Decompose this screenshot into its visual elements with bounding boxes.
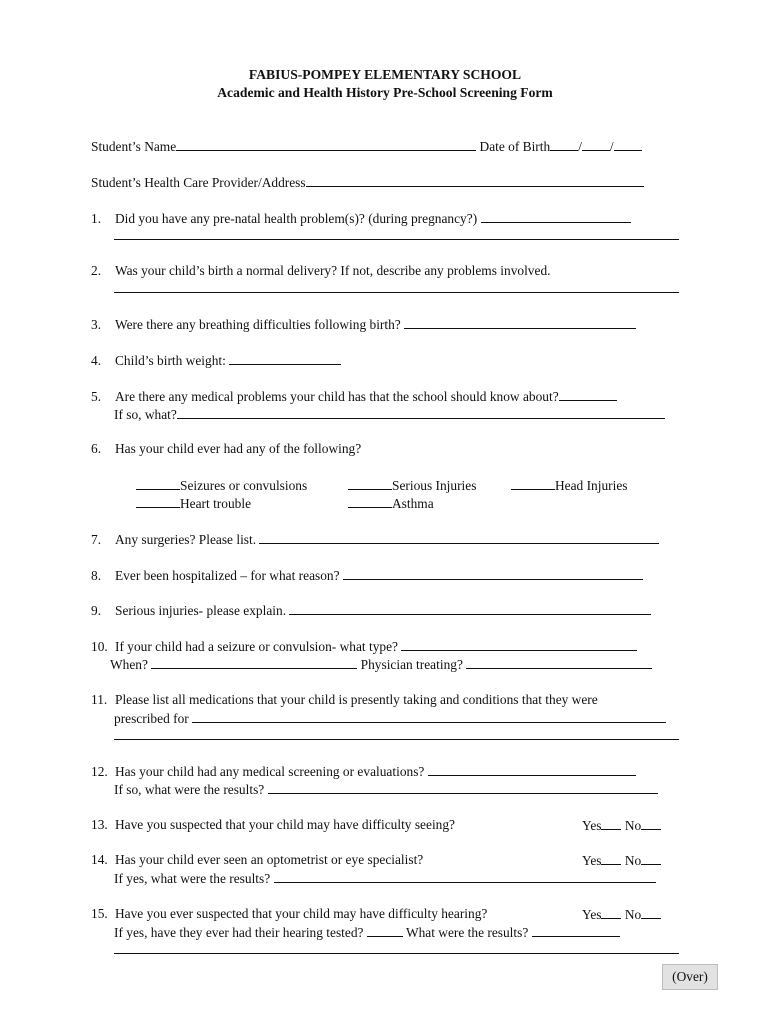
yes-label: Yes [582, 853, 602, 868]
form-header [0, 66, 770, 102]
condition-blank[interactable] [348, 476, 392, 490]
condition-serious-injuries [348, 476, 476, 495]
question-number: 12. [91, 764, 108, 779]
dob-day-field[interactable] [582, 137, 610, 151]
when-field[interactable] [151, 655, 357, 669]
answer-field[interactable] [343, 566, 643, 580]
question-11 [91, 691, 598, 709]
answer-field[interactable] [404, 315, 636, 329]
question-subtext: If yes, what were the results? [114, 871, 271, 886]
question-number: 15. [91, 906, 108, 921]
question-11-sub [114, 709, 666, 728]
question-number: 13. [91, 817, 108, 832]
question-12 [91, 762, 636, 781]
answer-line[interactable] [114, 953, 679, 954]
question-subtext: If yes, have they ever had their hearing tested? [114, 925, 364, 940]
question-13-yes-no [582, 816, 661, 835]
birth-weight-field[interactable] [229, 351, 341, 365]
question-1 [91, 209, 631, 228]
answer-field[interactable] [274, 869, 656, 883]
seizure-type-field[interactable] [401, 637, 637, 651]
when-label: When? [110, 657, 148, 672]
question-text: Did you have any pre-natal health problem(s)? (during pregnancy?) [115, 211, 478, 226]
answer-field[interactable] [177, 405, 665, 419]
no-label: No [624, 853, 642, 868]
condition-heart-trouble [136, 494, 251, 513]
no-blank[interactable] [641, 851, 661, 865]
question-14 [91, 851, 423, 869]
answer-line[interactable] [114, 739, 679, 740]
no-blank[interactable] [641, 816, 661, 830]
health-provider-row [91, 173, 644, 192]
question-text: Were there any breathing difficulties following birth? [115, 317, 401, 332]
question-3 [91, 315, 636, 334]
question-7 [91, 530, 659, 549]
question-15-yes-no [582, 905, 661, 924]
condition-asthma [348, 494, 434, 513]
question-text: Have you suspected that your child may have difficulty seeing? [115, 817, 455, 832]
question-number: 7. [91, 532, 102, 547]
question-number: 11. [91, 692, 108, 707]
answer-field[interactable] [268, 780, 658, 794]
question-10-sub [110, 655, 652, 674]
question-2 [91, 262, 551, 280]
question-number: 1. [91, 211, 102, 226]
question-number: 6. [91, 441, 102, 456]
question-text: Have you ever suspected that your child may have difficulty hearing? [115, 906, 488, 921]
question-subtext: If so, what were the results? [114, 782, 265, 797]
condition-label: Seizures or convulsions [180, 478, 308, 493]
question-number: 10. [91, 639, 108, 654]
physician-label: Physician treating? [360, 657, 463, 672]
form-title: Academic and Health History Pre-School Screening Form [217, 85, 553, 100]
answer-field[interactable] [559, 387, 617, 401]
question-text: Any surgeries? Please list. [115, 532, 257, 547]
answer-field[interactable] [289, 601, 651, 615]
question-text: Was your child’s birth a normal delivery? If not, describe any problems involved. [115, 263, 551, 278]
yes-blank[interactable] [601, 851, 621, 865]
question-number: 8. [91, 568, 102, 583]
question-number: 14. [91, 852, 108, 867]
question-text: Has your child ever seen an optometrist or eye specialist? [115, 852, 424, 867]
hearing-tested-field[interactable] [367, 923, 403, 937]
question-9 [91, 601, 651, 620]
school-name: FABIUS-POMPEY ELEMENTARY SCHOOL [248, 67, 522, 82]
question-8 [91, 566, 643, 585]
question-5 [91, 387, 617, 406]
student-name-label: Student’s Name [91, 139, 177, 154]
condition-blank[interactable] [136, 476, 180, 490]
condition-seizures [136, 476, 307, 495]
answer-line[interactable] [114, 239, 679, 240]
answer-line[interactable] [114, 292, 679, 293]
yes-label: Yes [582, 818, 602, 833]
no-label: No [624, 818, 642, 833]
condition-label: Asthma [392, 496, 434, 511]
question-number: 2. [91, 263, 102, 278]
answer-field[interactable] [192, 709, 666, 723]
date-of-birth-label: Date of Birth [479, 139, 551, 154]
question-15-sub [114, 923, 620, 942]
condition-blank[interactable] [511, 476, 555, 490]
student-name-field[interactable] [176, 137, 402, 151]
question-subtext: prescribed for [114, 711, 189, 726]
condition-blank[interactable] [348, 494, 392, 508]
question-text: Child’s birth weight: [115, 353, 226, 368]
question-text: Has your child had any medical screening or evaluations? [115, 764, 425, 779]
health-provider-field-extra[interactable] [570, 173, 644, 187]
condition-label: Serious Injuries [392, 478, 477, 493]
condition-head-injuries [511, 476, 628, 495]
question-number: 3. [91, 317, 102, 332]
question-4 [91, 351, 341, 370]
health-provider-field[interactable] [306, 173, 570, 187]
answer-field[interactable] [259, 530, 659, 544]
yes-blank[interactable] [601, 905, 621, 919]
results-field[interactable] [532, 923, 620, 937]
results-label: What were the results? [405, 925, 529, 940]
question-14-yes-no [582, 851, 661, 870]
over-page-indicator: (Over) [662, 964, 718, 990]
question-number: 4. [91, 353, 102, 368]
condition-blank[interactable] [136, 494, 180, 508]
question-number: 9. [91, 603, 102, 618]
dob-month-field[interactable] [550, 137, 578, 151]
yes-blank[interactable] [601, 816, 621, 830]
question-14-sub [114, 869, 656, 888]
question-text: If your child had a seizure or convulsion- what type? [115, 639, 398, 654]
dob-slash: / [578, 139, 582, 154]
no-label: No [624, 907, 642, 922]
question-text: Ever been hospitalized – for what reason? [115, 568, 340, 583]
physician-field[interactable] [466, 655, 652, 669]
question-12-sub [114, 780, 658, 799]
student-name-field-extra[interactable] [402, 137, 476, 151]
question-subtext: If so, what? [114, 407, 177, 422]
yes-label: Yes [582, 907, 602, 922]
dob-year-field[interactable] [614, 137, 642, 151]
question-15 [91, 905, 487, 923]
condition-label: Head Injuries [555, 478, 628, 493]
question-text: Has your child ever had any of the following? [115, 441, 362, 456]
question-5-sub [114, 405, 665, 424]
student-name-row [91, 137, 642, 156]
question-13 [91, 816, 455, 834]
question-6 [91, 440, 361, 458]
question-text: Are there any medical problems your child has that the school should know about? [115, 389, 559, 404]
question-text: Serious injuries- please explain. [115, 603, 287, 618]
question-number: 5. [91, 389, 102, 404]
answer-field[interactable] [481, 209, 631, 223]
answer-field[interactable] [428, 762, 636, 776]
question-text: Please list all medications that your child is presently taking and conditions that they were [115, 692, 598, 707]
no-blank[interactable] [641, 905, 661, 919]
condition-label: Heart trouble [180, 496, 252, 511]
health-provider-label: Student’s Health Care Provider/Address [91, 175, 306, 190]
question-10 [91, 637, 637, 656]
dob-slash: / [609, 139, 614, 154]
